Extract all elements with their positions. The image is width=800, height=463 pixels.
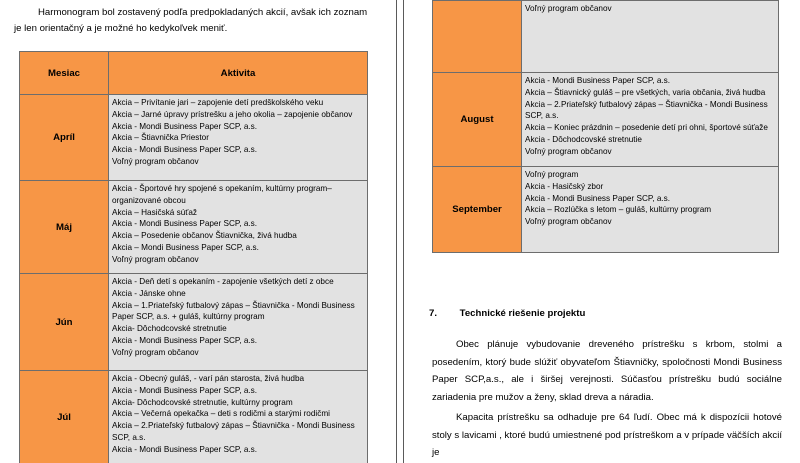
activity-item: Akcia - Mondi Business Paper SCP, a.s. <box>112 145 258 155</box>
activity-item: Akcia – Koniec prázdnin – posedenie detí pri ohni, športové súťaže <box>525 123 768 133</box>
schedule-table-right <box>432 0 779 253</box>
activity-item: Akcia - Mondi Business Paper SCP, a.s. <box>112 385 258 395</box>
activity-item: Akcia – Jarné úpravy prístrešku a jeho okolia – zapojenie občanov <box>112 109 353 119</box>
activity-cell <box>522 1 779 73</box>
table-row <box>433 73 779 167</box>
activity-item: Akcia- Dôchodcovské stretnutie, kultúrny program <box>112 397 293 407</box>
activity-item: Akcia - Mondi Business Paper SCP, a.s. <box>112 335 258 345</box>
body-paragraph <box>432 409 782 462</box>
table-header-row <box>20 52 368 95</box>
table-row <box>20 95 368 181</box>
activity-item: Akcia - Mondi Business Paper SCP, a.s. <box>112 444 258 454</box>
activity-item: Akcia – Hasičská súťaž <box>112 207 197 217</box>
activity-item: Akcia – Mondi Business Paper SCP, a.s. <box>112 242 259 252</box>
activity-item: Voľný program občanov <box>525 217 612 227</box>
month-cell <box>433 1 522 73</box>
schedule-table-left <box>19 51 368 463</box>
activity-item: Akcia - Mondi Business Paper SCP, a.s. <box>112 219 258 229</box>
activity-cell <box>109 95 368 181</box>
activity-item: Akcia – 2.Priateľský futbalový zápas – Štiavnička - Mondi Business SCP, a.s. <box>112 421 355 442</box>
activity-item: Akcia – Privítanie jari – zapojenie detí predškolského veku <box>112 98 324 107</box>
activity-item: Voľný program <box>525 170 579 179</box>
month-cell: Apríl <box>20 95 109 181</box>
activity-cell <box>109 371 368 463</box>
activity-item: Akcia – Večerná opekačka – deti s rodičmi a starými rodičmi <box>112 409 330 419</box>
table-row <box>433 1 779 73</box>
section-heading <box>429 308 585 319</box>
page-edge-left <box>396 0 397 463</box>
intro-text: Harmonogram bol zostavený podľa predpokladaných akcií, avšak ich zoznam je len orientačný a je možné ho kedykoľvek meniť. <box>14 7 368 34</box>
activity-item: Akcia - Hasičský zbor <box>525 181 604 191</box>
activity-item: Akcia - Jánske ohne <box>112 288 186 298</box>
intro-paragraph <box>14 5 376 37</box>
activity-item: Voľný program občanov <box>112 347 199 357</box>
body-paragraph <box>432 336 782 406</box>
month-cell: August <box>433 73 522 167</box>
month-column-header: Mesiac <box>20 52 109 95</box>
activity-item: Voľný program občanov <box>525 146 612 156</box>
activity-item: Akcia - Mondi Business Paper SCP, a.s. <box>525 193 671 203</box>
month-cell: Máj <box>20 181 109 274</box>
activity-item: Akcia - Mondi Business Paper SCP, a.s. <box>525 76 671 85</box>
table-row <box>20 181 368 274</box>
activity-item: Akcia – 2.Priateľský futbalový zápas – Štiavnička - Mondi Business SCP, a.s. <box>525 99 768 121</box>
activity-item: Akcia - Športové hry spojené s opekaním, kultúrny program– organizované obcou <box>112 184 332 205</box>
activity-item: Voľný program občanov <box>112 254 199 264</box>
activity-item: Akcia - Mondi Business Paper SCP, a.s. <box>112 121 258 131</box>
activity-item: Akcia – Posedenie občanov Štiavnička, živá hudba <box>112 231 297 241</box>
activity-cell <box>109 274 368 371</box>
table-row <box>20 371 368 463</box>
activity-item: Akcia - Obecný guláš, - varí pán starosta, živá hudba <box>112 374 305 383</box>
activity-item: Akcia - Dôchodcovské stretnutie <box>525 134 642 144</box>
activity-cell <box>522 73 779 167</box>
activity-item: Akcia – Štiavnička Priestor <box>112 133 209 143</box>
activity-item: Akcia- Dôchodcovské stretnutie <box>112 324 227 334</box>
activity-item: Akcia – Štiavnický guláš – pre všetkých, varia občania, živá hudba <box>525 87 766 97</box>
section-number: 7. <box>429 308 438 319</box>
activity-cell <box>522 167 779 253</box>
paragraph-text: Kapacita prístrešku sa odhaduje pre 64 ľudí. Obec má k dispozícii hotové stoly s lavicami , ktoré budú umiestnené pod prístreškom a v prípade väčších akcií je <box>432 412 782 458</box>
month-cell: Jún <box>20 274 109 371</box>
activity-item: Akcia – Rozlúčka s letom – guláš, kultúrny program <box>525 205 712 215</box>
activity-item: Voľný program občanov <box>525 4 612 13</box>
left-page <box>0 0 396 463</box>
paragraph-text: Obec plánuje vybudovanie dreveného prístrešku s krbom, stolmi a posedením, ktorý bude slúžiť obyvateľom Štiavničky, spoločnosti Mondi Business Paper SCP,a.s., ale i širšej verejnosti. Súčasťou prístrešku budú sociálne zariadenia pre mužov a ženy, sklad dreva a náradia. <box>432 339 782 403</box>
activity-item: Voľný program občanov <box>112 156 199 166</box>
table-row <box>433 167 779 253</box>
activity-column-header: Aktivita <box>109 52 368 95</box>
month-cell: September <box>433 167 522 253</box>
month-cell: Júl <box>20 371 109 463</box>
activity-cell <box>109 181 368 274</box>
table-row <box>20 274 368 371</box>
activity-item: Akcia – 1.Priateľský futbalový zápas – Štiavnička - Mondi Business Paper SCP, a.s. + guláš, kultúrny program <box>112 300 355 322</box>
right-page <box>404 0 800 463</box>
activity-item: Akcia - Deň detí s opekaním - zapojenie všetkých detí z obce <box>112 277 334 286</box>
section-title: Technické riešenie projektu <box>459 308 586 319</box>
